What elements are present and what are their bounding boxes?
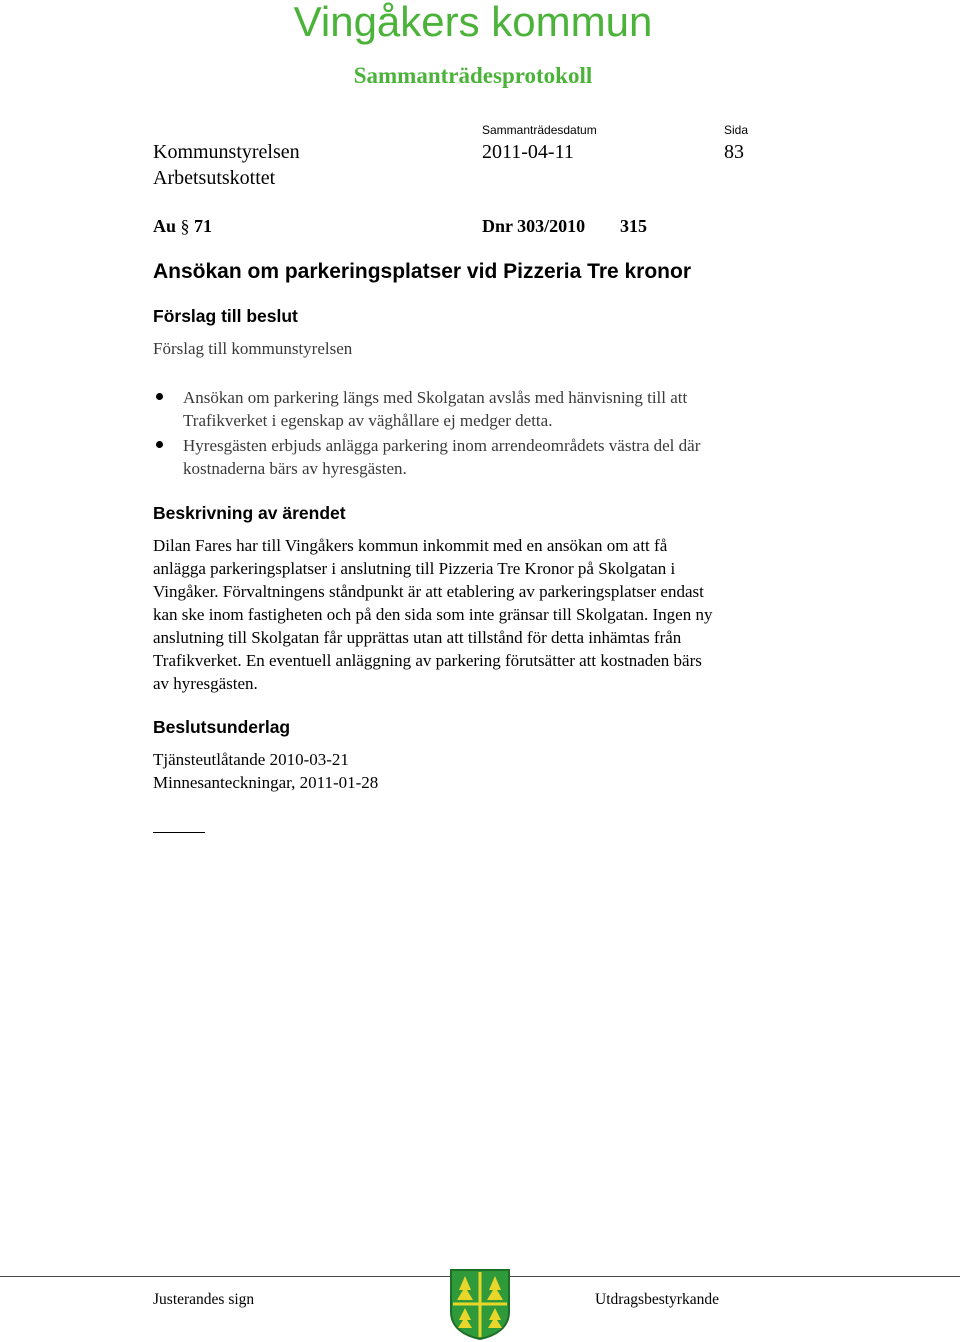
description-line: av hyresgästen. bbox=[153, 674, 258, 693]
footer-right-label: Utdragsbestyrkande bbox=[595, 1291, 719, 1308]
paragraph-number: 71 bbox=[194, 216, 213, 236]
case-code: 315 bbox=[620, 216, 647, 236]
basis-item: Tjänsteutlåtande 2010-03-21 bbox=[153, 750, 349, 769]
footer-rule-right bbox=[510, 1276, 960, 1277]
proposal-bullet-2-line-1: Hyresgästen erbjuds anlägga parkering inom arrendeområdets västra del där bbox=[183, 436, 701, 455]
section-sign: § bbox=[180, 216, 190, 236]
end-rule bbox=[153, 832, 205, 833]
dnr: Dnr 303/2010 bbox=[482, 216, 586, 236]
description-line: Dilan Fares har till Vingåkers kommun inkommit med en ansökan om att få bbox=[153, 536, 668, 555]
basis-item: Minnesanteckningar, 2011-01-28 bbox=[153, 773, 379, 792]
proposal-bullet-1-line-2: Trafikverket i egenskap av väghållare ej medger detta. bbox=[183, 411, 553, 430]
sub-body-name: Arbetsutskottet bbox=[153, 167, 276, 189]
coat-of-arms-icon bbox=[449, 1268, 511, 1340]
description-line: kan ske inom fastigheten och på den sida som inte gränsar till Skolgatan. Ingen ny bbox=[153, 605, 713, 624]
date-label: Sammanträdesdatum bbox=[482, 123, 597, 137]
document-type: Sammanträdesprotokoll bbox=[353, 63, 593, 88]
basis-heading: Beslutsunderlag bbox=[153, 717, 291, 737]
paragraph-ref bbox=[153, 215, 212, 237]
bullet-dot bbox=[156, 441, 163, 448]
proposal-bullet-1-line-1: Ansökan om parkering längs med Skolgatan avslås med hänvisning till att bbox=[183, 388, 688, 407]
footer-left-label: Justerandes sign bbox=[153, 1291, 255, 1308]
body-name: Kommunstyrelsen bbox=[153, 141, 300, 163]
page-number: 83 bbox=[724, 141, 744, 163]
description-line: anslutning till Skolgatan får upprättas utan att tillstånd för detta inhämtas från bbox=[153, 628, 682, 647]
description-heading: Beskrivning av ärendet bbox=[153, 503, 346, 523]
description-line: Trafikverket. En eventuell anläggning av parkering förutsätter att kostnaden bärs bbox=[153, 651, 702, 670]
page-label: Sida bbox=[724, 123, 749, 137]
description-line: anlägga parkeringsplatser i anslutning till Pizzeria Tre Kronor på Skolgatan i bbox=[153, 559, 676, 578]
footer-rule-left bbox=[0, 1276, 452, 1277]
municipality-name: Vingåkers kommun bbox=[293, 0, 653, 45]
proposal-intro: Förslag till kommunstyrelsen bbox=[153, 339, 353, 358]
bullet-dot bbox=[156, 393, 163, 400]
proposal-bullet-2-line-2: kostnaderna bärs av hyresgästen. bbox=[183, 459, 407, 478]
case-title: Ansökan om parkeringsplatser vid Pizzeria Tre kronor bbox=[153, 260, 692, 283]
au-prefix: Au bbox=[153, 216, 177, 236]
meeting-date: 2011-04-11 bbox=[482, 141, 574, 163]
proposal-heading: Förslag till beslut bbox=[153, 306, 298, 326]
description-line: Vingåker. Förvaltningens ståndpunkt är att etablering av parkeringsplatser endast bbox=[153, 582, 704, 601]
